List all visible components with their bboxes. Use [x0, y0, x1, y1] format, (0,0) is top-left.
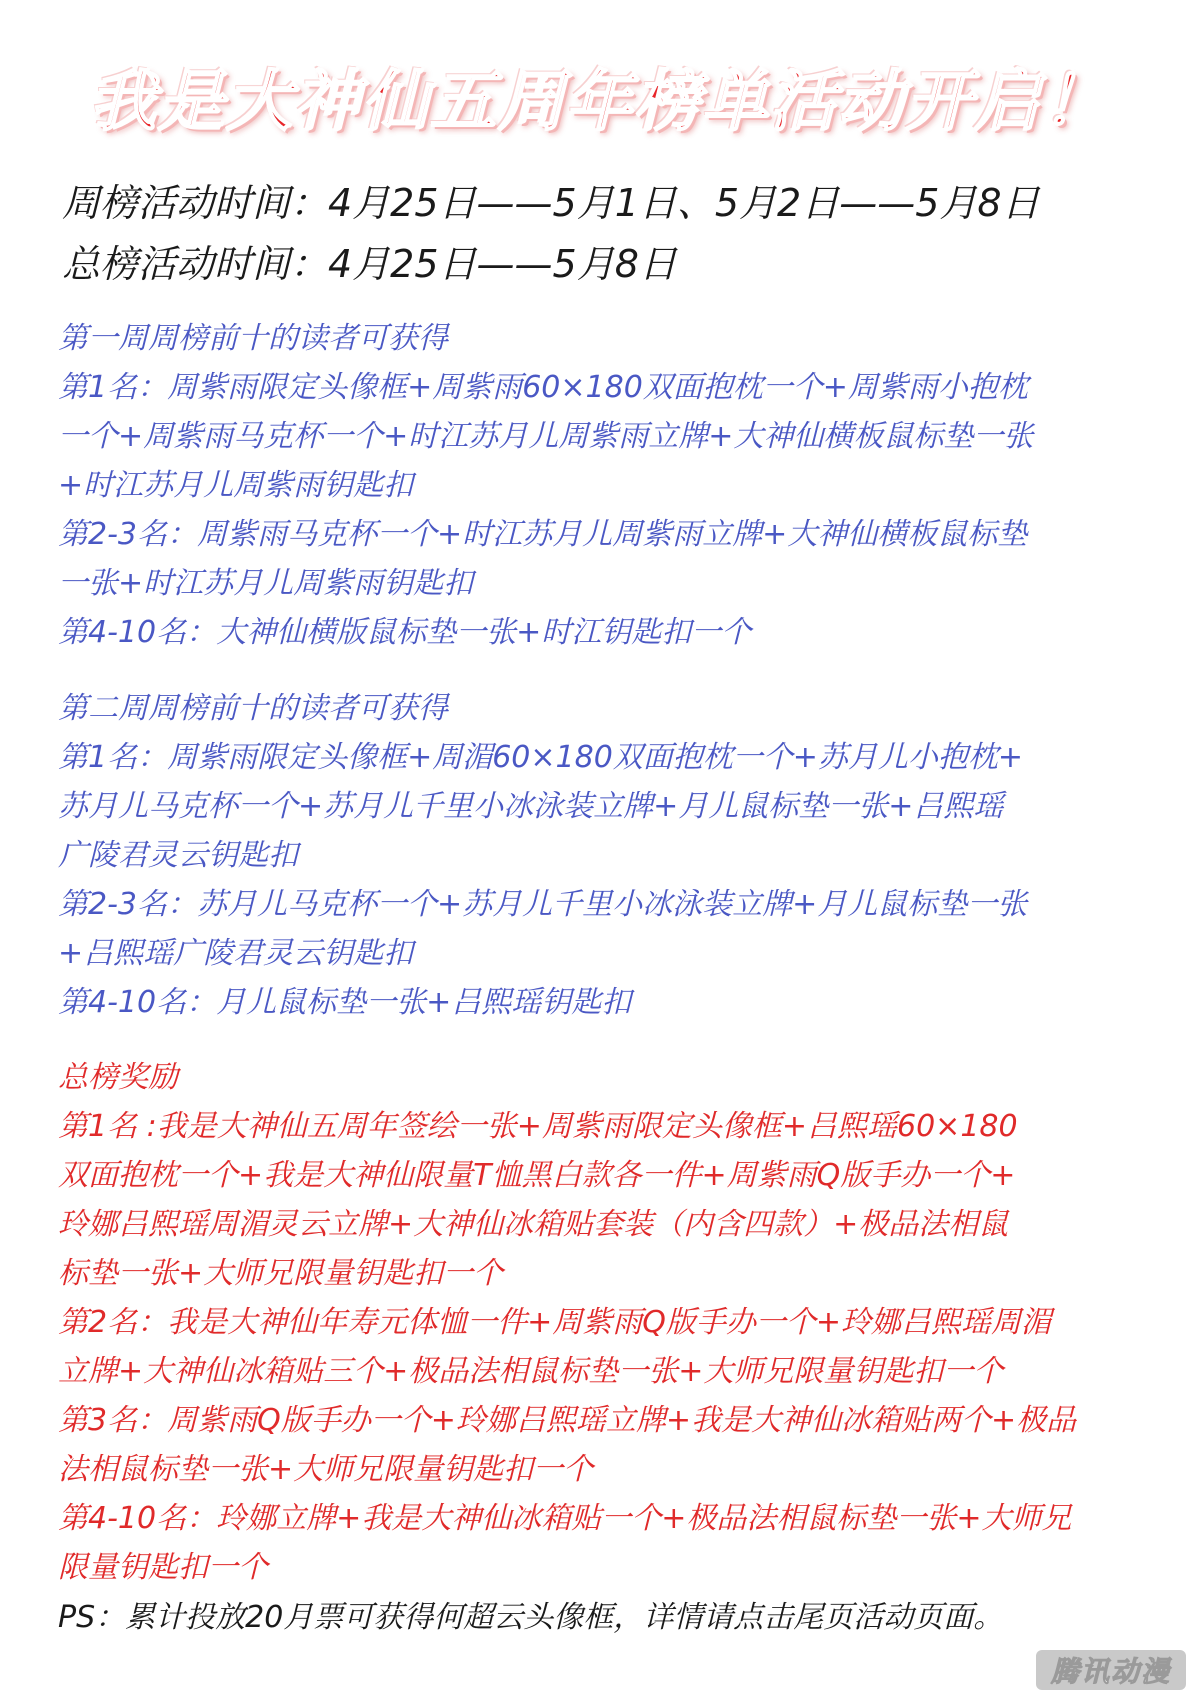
overall-heading: 总榜奖励 — [58, 1060, 178, 1095]
overall-line: 第1名 :我是大神仙五周年签绘一张+周紫雨限定头像框+吕熙瑶60×180 — [58, 1109, 1018, 1144]
week1-line: 第2-3名：周紫雨马克杯一个+时江苏月儿周紫雨立牌+大神仙横板鼠标垫 — [58, 517, 1028, 552]
overall-line: 限量钥匙扣一个 — [58, 1550, 268, 1585]
week1-line: 第4-10名：大神仙横版鼠标垫一张+时江钥匙扣一个 — [58, 615, 752, 650]
overall-line: 玲娜吕熙瑶周湄灵云立牌+大神仙冰箱贴套装（内含四款）+极品法相鼠 — [58, 1207, 1009, 1242]
week1-heading: 第一周周榜前十的读者可获得 — [58, 321, 448, 356]
week1-line: 一个+周紫雨马克杯一个+时江苏月儿周紫雨立牌+大神仙横板鼠标垫一张 — [58, 419, 1034, 454]
week1-line: +时江苏月儿周紫雨钥匙扣 — [58, 468, 414, 503]
week2-line: 苏月儿马克杯一个+苏月儿千里小冰泳装立牌+月儿鼠标垫一张+吕熙瑶 — [58, 789, 1004, 824]
ps-note: PS：累计投放20月票可获得何超云头像框，详情请点击尾页活动页面。 — [58, 1600, 1004, 1635]
week1-line: 一张+时江苏月儿周紫雨钥匙扣 — [58, 566, 474, 601]
overall-line: 法相鼠标垫一张+大师兄限量钥匙扣一个 — [58, 1452, 594, 1487]
overall-line: 立牌+大神仙冰箱贴三个+极品法相鼠标垫一张+大师兄限量钥匙扣一个 — [58, 1354, 1004, 1389]
page-title: 我是大神仙五周年榜单活动开启！ — [90, 63, 1110, 140]
week2-line: 第1名：周紫雨限定头像框+周湄60×180双面抱枕一个+苏月儿小抱枕+ — [58, 740, 1024, 775]
watermark-logo: 腾讯动漫 — [1036, 1650, 1186, 1690]
week1-line: 第1名：周紫雨限定头像框+周紫雨60×180双面抱枕一个+周紫雨小抱枕 — [58, 370, 1028, 405]
overall-line: 双面抱枕一个+我是大神仙限量T恤黑白款各一件+周紫雨Q版手办一个+ — [58, 1158, 1016, 1193]
overall-line: 第2名：我是大神仙年寿元体恤一件+周紫雨Q版手办一个+玲娜吕熙瑶周湄 — [58, 1305, 1051, 1340]
overall-line: 第4-10名：玲娜立牌+我是大神仙冰箱贴一个+极品法相鼠标垫一张+大师兄 — [58, 1501, 1072, 1536]
week2-line: +吕熙瑶广陵君灵云钥匙扣 — [58, 936, 414, 971]
week2-line: 第4-10名：月儿鼠标垫一张+吕熙瑶钥匙扣 — [58, 985, 632, 1020]
overall-time: 总榜活动时间：4月25日——5月8日 — [62, 242, 677, 286]
overall-line: 第3名：周紫雨Q版手办一个+玲娜吕熙瑶立牌+我是大神仙冰箱贴两个+极品 — [58, 1403, 1077, 1438]
overall-line: 标垫一张+大师兄限量钥匙扣一个 — [58, 1256, 504, 1291]
week2-heading: 第二周周榜前十的读者可获得 — [58, 691, 448, 726]
week2-line: 广陵君灵云钥匙扣 — [58, 838, 298, 873]
weekly-time: 周榜活动时间：4月25日——5月1日、5月2日——5月8日 — [62, 181, 1040, 225]
week2-line: 第2-3名：苏月儿马克杯一个+苏月儿千里小冰泳装立牌+月儿鼠标垫一张 — [58, 887, 1028, 922]
